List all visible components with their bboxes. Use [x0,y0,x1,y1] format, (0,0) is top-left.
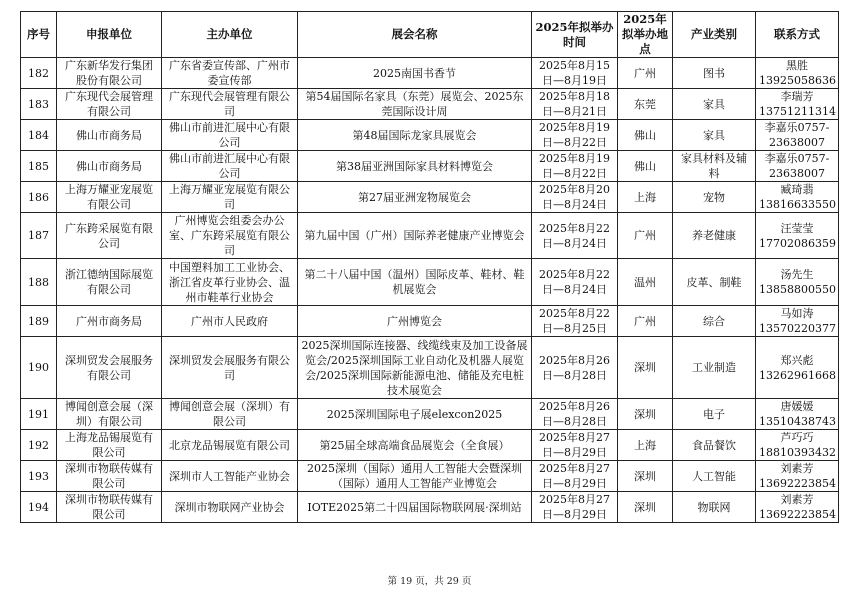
table-row [21,58,839,89]
cell-industry: 电子 [673,399,756,430]
cell-organizer: 佛山市前进汇展中心有限公司 [162,120,298,151]
header-name: 展会名称 [298,12,532,58]
cell-place: 广州 [618,306,673,337]
cell-place: 佛山 [618,151,673,182]
table-row [21,120,839,151]
cell-name: IOTE2025第二十四届国际物联网展·深圳站 [298,492,532,523]
table-row [21,306,839,337]
cell-applicant: 深圳市物联传媒有限公司 [57,461,162,492]
header-time: 2025年拟举办时间 [532,12,618,58]
table-row [21,430,839,461]
cell-time: 2025年8月26日—8月28日 [532,399,618,430]
cell-no: 191 [21,399,57,430]
cell-contact: 芦巧巧18810393432 [756,430,839,461]
page-footer: 第 19 页，共 29 页 [387,576,472,587]
header-applicant: 申报单位 [57,12,162,58]
cell-time: 2025年8月18日—8月21日 [532,89,618,120]
cell-organizer: 博闻创意会展（深圳）有限公司 [162,399,298,430]
cell-no: 182 [21,58,57,89]
cell-time: 2025年8月20日—8月24日 [532,182,618,213]
cell-organizer: 佛山市前进汇展中心有限公司 [162,151,298,182]
cell-applicant: 广东现代会展管理有限公司 [57,89,162,120]
cell-applicant: 博闻创意会展（深圳）有限公司 [57,399,162,430]
cell-contact: 马如涛13570220377 [756,306,839,337]
cell-name: 广州博览会 [298,306,532,337]
cell-name: 第54届国际名家具（东莞）展览会、2025东莞国际设计周 [298,89,532,120]
cell-applicant: 广东跨采展览有限公司 [57,213,162,259]
cell-place: 深圳 [618,337,673,399]
cell-name: 2025南国书香节 [298,58,532,89]
cell-place: 上海 [618,182,673,213]
cell-no: 194 [21,492,57,523]
cell-time: 2025年8月22日—8月25日 [532,306,618,337]
cell-applicant: 深圳贸发会展服务有限公司 [57,337,162,399]
table-row [21,151,839,182]
cell-place: 深圳 [618,461,673,492]
cell-applicant: 上海万耀亚宠展览有限公司 [57,182,162,213]
cell-organizer: 广州市人民政府 [162,306,298,337]
cell-applicant: 佛山市商务局 [57,120,162,151]
cell-contact: 郑兴彪13262961668 [756,337,839,399]
cell-name: 2025深圳国际电子展elexcon2025 [298,399,532,430]
cell-place: 东莞 [618,89,673,120]
cell-industry: 皮革、制鞋 [673,259,756,306]
cell-industry: 人工智能 [673,461,756,492]
cell-organizer: 深圳市人工智能产业协会 [162,461,298,492]
cell-applicant: 深圳市物联传媒有限公司 [57,492,162,523]
header-contact: 联系方式 [756,12,839,58]
cell-applicant: 佛山市商务局 [57,151,162,182]
cell-place: 温州 [618,259,673,306]
cell-organizer: 深圳市物联网产业协会 [162,492,298,523]
table-row [21,213,839,259]
cell-name: 第27届亚洲宠物展览会 [298,182,532,213]
cell-no: 192 [21,430,57,461]
cell-name: 第25届全球高端食品展览会（全食展） [298,430,532,461]
cell-place: 上海 [618,430,673,461]
cell-no: 183 [21,89,57,120]
cell-no: 186 [21,182,57,213]
cell-place: 佛山 [618,120,673,151]
cell-place: 深圳 [618,399,673,430]
cell-organizer: 中国塑料加工工业协会、浙江省皮革行业协会、温州市鞋革行业协会 [162,259,298,306]
cell-industry: 家具 [673,89,756,120]
cell-contact: 李嘉乐0757-23638007 [756,151,839,182]
cell-time: 2025年8月27日—8月29日 [532,461,618,492]
cell-organizer: 上海万耀亚宠展览有限公司 [162,182,298,213]
cell-no: 184 [21,120,57,151]
cell-time: 2025年8月19日—8月22日 [532,151,618,182]
table-row [21,492,839,523]
cell-organizer: 深圳贸发会展服务有限公司 [162,337,298,399]
cell-contact: 臧琦翡13816633550 [756,182,839,213]
cell-name: 第二十八届中国（温州）国际皮革、鞋材、鞋机展览会 [298,259,532,306]
header-industry: 产业类别 [673,12,756,58]
cell-name: 第48届国际龙家具展览会 [298,120,532,151]
cell-contact: 李嘉乐0757-23638007 [756,120,839,151]
table-row [21,259,839,306]
cell-applicant: 广州市商务局 [57,306,162,337]
cell-no: 185 [21,151,57,182]
cell-organizer: 北京龙品锡展览有限公司 [162,430,298,461]
cell-industry: 宠物 [673,182,756,213]
header-place: 2025年拟举办地点 [618,12,673,58]
cell-no: 187 [21,213,57,259]
cell-no: 190 [21,337,57,399]
table-row [21,182,839,213]
cell-industry: 食品餐饮 [673,430,756,461]
cell-industry: 综合 [673,306,756,337]
cell-time: 2025年8月27日—8月29日 [532,430,618,461]
cell-name: 2025深圳国际连接器、线缆线束及加工设备展览会/2025深圳国际工业自动化及机器人展览会/2025深圳国际新能源电池、储能及充电桩技术展览会 [298,337,532,399]
table-header-row [21,12,839,58]
cell-place: 广州 [618,58,673,89]
cell-contact: 汤先生13858800550 [756,259,839,306]
cell-time: 2025年8月22日—8月24日 [532,259,618,306]
cell-name: 第38届亚洲国际家具材料博览会 [298,151,532,182]
cell-time: 2025年8月19日—8月22日 [532,120,618,151]
cell-organizer: 广州博览会组委会办公室、广东跨采展览有限公司 [162,213,298,259]
table-row [21,399,839,430]
cell-applicant: 浙江德纳国际展览有限公司 [57,259,162,306]
cell-no: 193 [21,461,57,492]
cell-contact: 黑胜13925058636 [756,58,839,89]
cell-no: 188 [21,259,57,306]
cell-name: 2025深圳（国际）通用人工智能大会暨深圳（国际）通用人工智能产业博览会 [298,461,532,492]
cell-name: 第九届中国（广州）国际养老健康产业博览会 [298,213,532,259]
table-row [21,89,839,120]
cell-industry: 养老健康 [673,213,756,259]
cell-industry: 家具材料及辅料 [673,151,756,182]
table-row [21,337,839,399]
cell-time: 2025年8月27日—8月29日 [532,492,618,523]
header-organizer: 主办单位 [162,12,298,58]
cell-industry: 工业制造 [673,337,756,399]
cell-contact: 唐媛媛13510438743 [756,399,839,430]
cell-applicant: 广东新华发行集团股份有限公司 [57,58,162,89]
cell-place: 广州 [618,213,673,259]
cell-contact: 李瑞芳13751211314 [756,89,839,120]
cell-organizer: 广东现代会展管理有限公司 [162,89,298,120]
cell-place: 深圳 [618,492,673,523]
cell-industry: 物联网 [673,492,756,523]
header-no: 序号 [21,12,57,58]
cell-industry: 家具 [673,120,756,151]
cell-time: 2025年8月22日—8月24日 [532,213,618,259]
exhibition-table [20,11,839,523]
cell-industry: 图书 [673,58,756,89]
cell-organizer: 广东省委宣传部、广州市委宣传部 [162,58,298,89]
cell-contact: 刘素芳13692223854 [756,461,839,492]
cell-contact: 汪莹莹17702086359 [756,213,839,259]
cell-applicant: 上海龙品锡展览有限公司 [57,430,162,461]
cell-time: 2025年8月15日—8月19日 [532,58,618,89]
cell-time: 2025年8月26日—8月28日 [532,337,618,399]
table-row [21,461,839,492]
cell-contact: 刘素芳13692223854 [756,492,839,523]
cell-no: 189 [21,306,57,337]
